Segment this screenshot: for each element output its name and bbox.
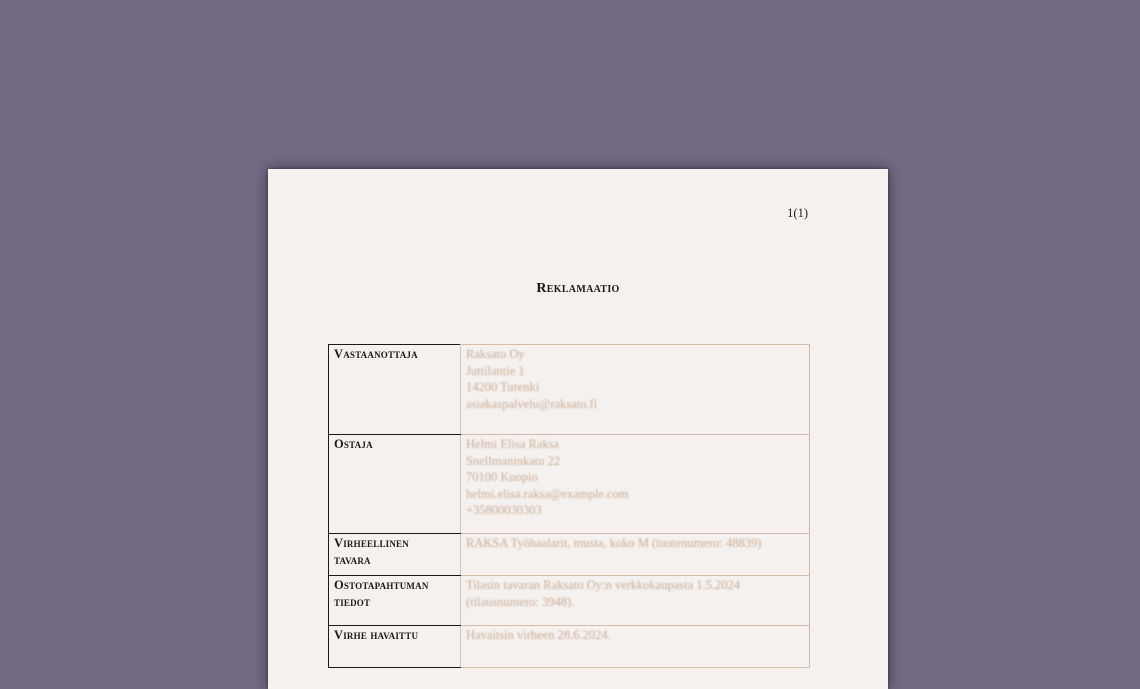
table-row-purchase-details — [329, 576, 810, 626]
recipient-email: asiakaspalvelu@raksato.fi — [466, 396, 598, 411]
purchase-details-value — [461, 576, 810, 626]
document-page — [268, 169, 888, 689]
buyer-name: Helmi Elisa Raksa — [466, 437, 560, 451]
recipient-postal: 14200 Turenki — [466, 380, 540, 394]
defective-product-label-line-2: tavara — [334, 552, 371, 567]
claim-details-table — [328, 344, 810, 668]
table-row-buyer — [329, 435, 810, 534]
recipient-value — [461, 345, 810, 435]
table-row-defect-noticed — [329, 626, 810, 668]
document-title: Reklamaatio — [536, 281, 620, 296]
table-row-recipient — [329, 345, 810, 435]
defect-noticed-date: Havaitsin virheen 28.6.2024. — [466, 628, 611, 642]
purchase-details-line-2: (tilausnumero: 3948). — [466, 594, 575, 609]
defective-product-label — [329, 534, 461, 576]
page-number: 1(1) — [787, 206, 808, 220]
defective-product-description: RAKSA Työhaalarit, musta, koko M (tuotenumero: 48839) — [466, 536, 762, 550]
buyer-label: Ostaja — [329, 435, 461, 534]
purchase-details-label — [329, 576, 461, 626]
table-row-defective-product — [329, 534, 810, 576]
buyer-value — [461, 435, 810, 534]
buyer-email: helmi.elisa.raksa@example.com — [466, 486, 629, 501]
buyer-street: Snellmaninkatu 22 — [466, 453, 561, 468]
purchase-details-label-line-2: tiedot — [334, 594, 371, 609]
defective-product-label-line-1: Virheellinen — [334, 536, 409, 550]
recipient-label: Vastaanottaja — [329, 345, 461, 435]
purchase-details-line-1: Tilasin tavaran Raksato Oy:n verkkokaupasta 1.5.2024 — [466, 578, 741, 592]
buyer-phone: +35800030303 — [466, 503, 542, 517]
defective-product-value — [461, 534, 810, 576]
defect-noticed-label: Virhe havaittu — [329, 626, 461, 668]
purchase-details-label-line-1: Ostotapahtuman — [334, 578, 429, 592]
recipient-street: Juttilantie 1 — [466, 363, 525, 378]
buyer-postal: 70100 Kuopio — [466, 470, 538, 484]
defect-noticed-value — [461, 626, 810, 668]
recipient-name: Raksato Oy — [466, 347, 525, 361]
